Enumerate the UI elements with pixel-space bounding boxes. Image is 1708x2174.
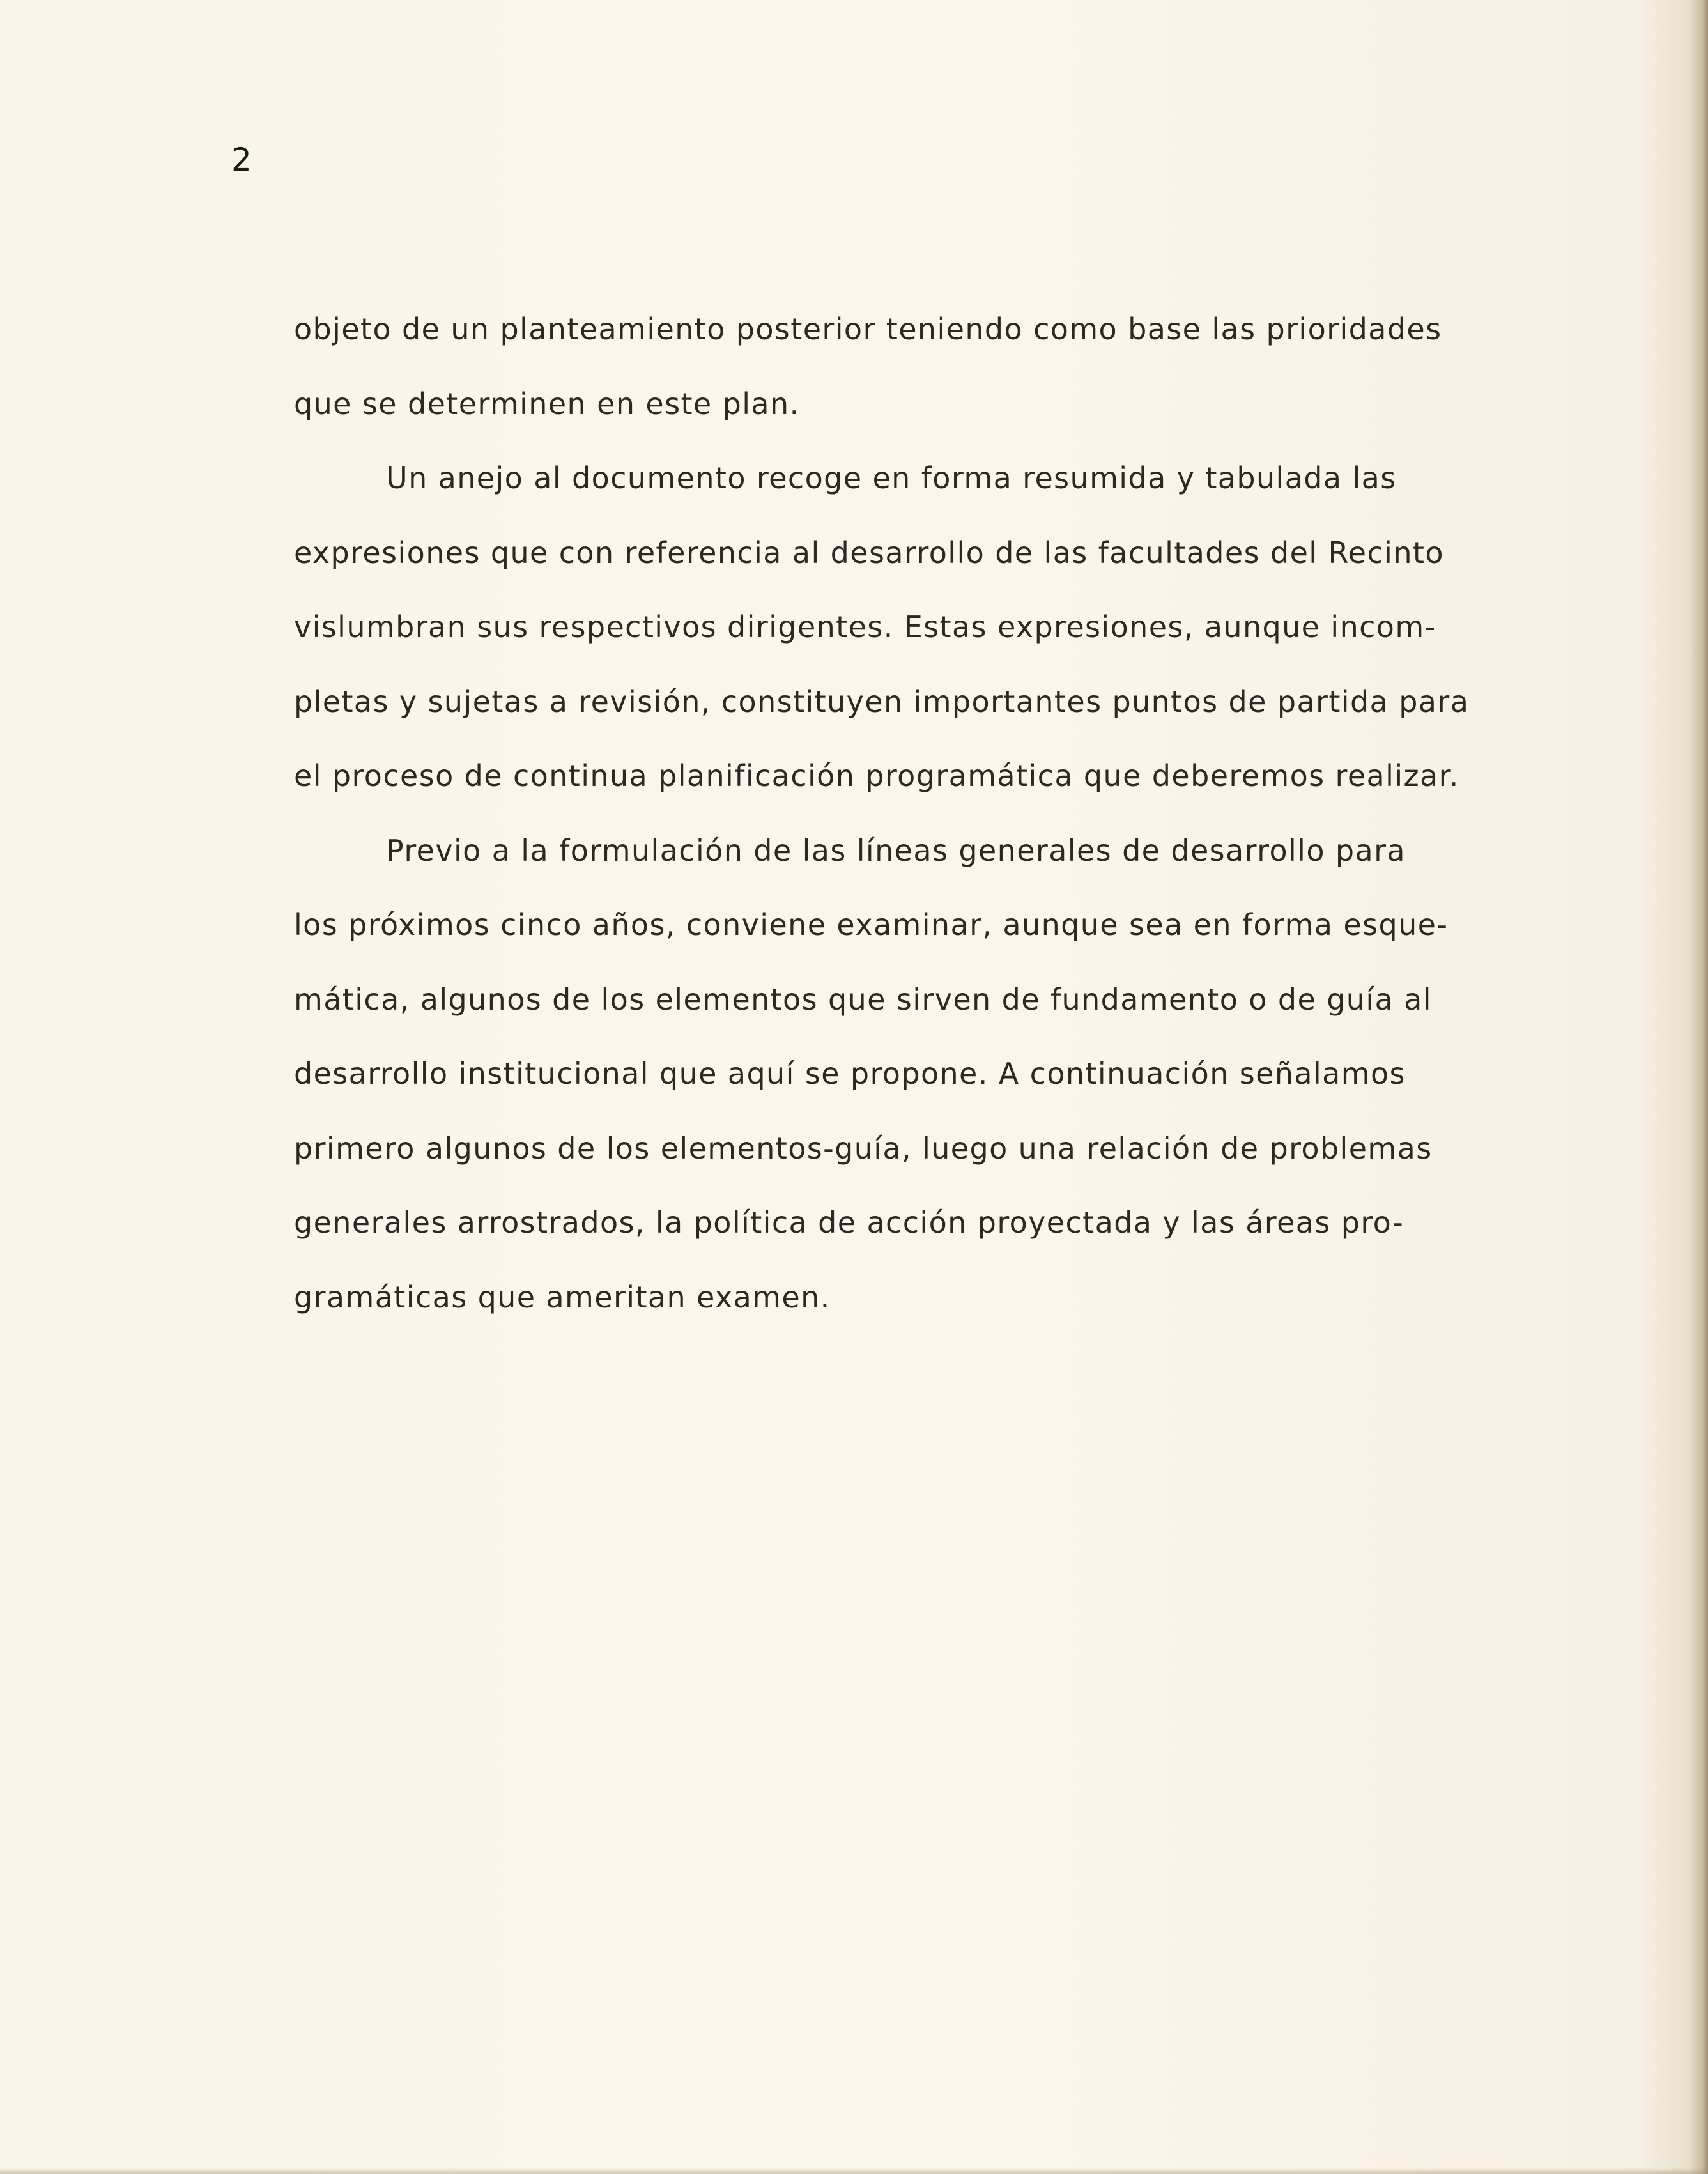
text-line: mática, algunos de los elementos que sirven de fundamento o de guía al xyxy=(294,982,1432,1017)
page-number: 2 xyxy=(231,141,252,178)
text-line: desarrollo institucional que aquí se propone. A continuación señalamos xyxy=(294,1056,1406,1091)
text-line: objeto de un planteamiento posterior teniendo como base las prioridades xyxy=(294,312,1442,346)
text-line: vislumbran sus respectivos dirigentes. Estas expresiones, aunque incom- xyxy=(294,610,1436,644)
text-line: que se determinen en este plan. xyxy=(294,386,800,421)
text-line: los próximos cinco años, conviene examinar, aunque sea en forma esque- xyxy=(294,907,1449,942)
paragraph-start-line: Un anejo al documento recoge en forma resumida y tabulada las xyxy=(386,461,1397,495)
text-line: primero algunos de los elementos-guía, luego una relación de problemas xyxy=(294,1130,1433,1166)
text-line: generales arrostrados, la política de acción proyectada y las áreas pro- xyxy=(294,1205,1404,1240)
body-text xyxy=(294,304,1470,1346)
paragraph-start-line: Previo a la formulación de las líneas generales de desarrollo para xyxy=(386,833,1406,868)
text-line: pletas y sujetas a revisión, constituyen importantes puntos de partida para xyxy=(294,684,1470,719)
page-edge-shadow xyxy=(1689,0,1708,2174)
text-line: el proceso de continua planificación programática que deberemos realizar. xyxy=(294,759,1459,793)
text-line: gramáticas que ameritan examen. xyxy=(294,1279,831,1314)
text-line: expresiones que con referencia al desarrollo de las facultades del Recinto xyxy=(294,535,1444,570)
page-bottom-edge xyxy=(0,2168,1708,2174)
